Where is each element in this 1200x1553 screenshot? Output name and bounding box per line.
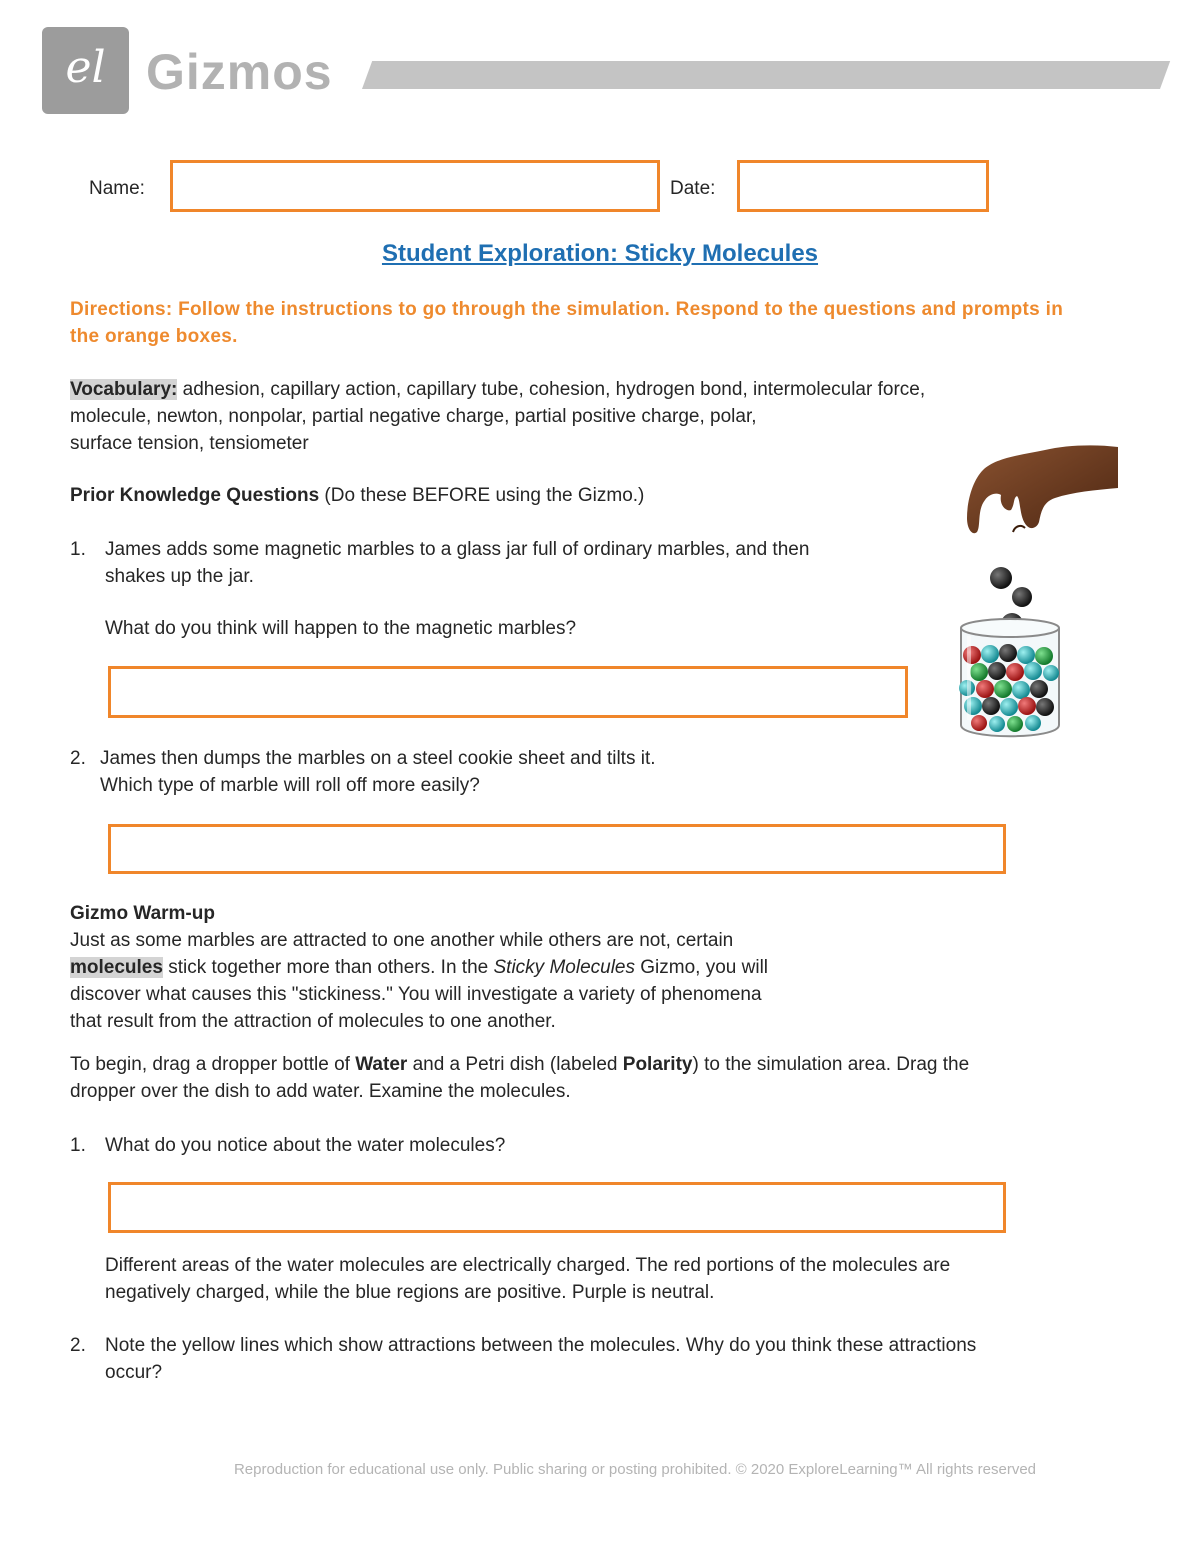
hand-icon <box>967 445 1118 533</box>
pk-q1-question: What do you think will happen to the magnetic marbles? <box>105 618 577 639</box>
warmup-paragraph: Just as some marbles are attracted to one another while others are not, certain molecules stick together more than others. In the Sticky Molecules Gizmo, you will discover what causes this "stickiness." You will investigate a variety of phenomena that result from the attraction of molecules to one another. <box>70 930 769 1032</box>
pk-q2-text: James then dumps the marbles on a steel cookie sheet and tilts it. Which type of marble will roll off more easily? <box>100 748 656 796</box>
gizmos-brand: Gizmos <box>146 44 333 100</box>
pk-q2-number: 2. <box>70 748 86 769</box>
page-title: Student Exploration: Sticky Molecules <box>381 240 819 267</box>
name-field[interactable] <box>170 160 660 212</box>
pk-q1-text: James adds some magnetic marbles to a glass jar full of ordinary marbles, and then shakes up the jar. <box>105 539 810 587</box>
warmup-q1-number: 1. <box>70 1135 86 1156</box>
warmup-instructions: To begin, drag a dropper bottle of Water and a Petri dish (labeled Polarity) to the simulation area. Drag the dropper over the dish to add water. Examine the molecules. <box>70 1054 970 1102</box>
warmup-q2-number: 2. <box>70 1335 86 1356</box>
pk-q2-answer-box[interactable] <box>108 824 1006 874</box>
marbles-jar-illustration <box>955 440 1125 745</box>
vocabulary-block: Vocabulary: adhesion, capillary action, capillary tube, cohesion, hydrogen bond, intermolecular force, molecule, newton, nonpolar, partial negative charge, partial positive charge, polar, surface tension, tensiometer <box>70 379 926 454</box>
explorelearning-logo <box>42 27 129 114</box>
logo-glyph: el <box>65 42 106 93</box>
footer-copyright: Reproduction for educational use only. Public sharing or posting prohibited. © 2020 ExploreLearning™ All rights reserved <box>233 1461 1037 1478</box>
name-label: Name: <box>89 178 145 199</box>
vocabulary-label: Vocabulary: <box>70 379 178 400</box>
pk-q1-number: 1. <box>70 539 86 560</box>
date-field[interactable] <box>737 160 989 212</box>
prior-knowledge-heading: Prior Knowledge Questions (Do these BEFORE using the Gizmo.) <box>70 485 645 506</box>
warmup-heading: Gizmo Warm-up <box>70 903 215 924</box>
header-band <box>362 61 1170 89</box>
date-label: Date: <box>670 178 716 199</box>
warmup-q1-answer-box[interactable] <box>108 1182 1006 1233</box>
charge-info: Different areas of the water molecules are electrically charged. The red portions of the molecules are negatively charged, while the blue regions are positive. Purple is neutral. <box>105 1255 951 1303</box>
glass-jar <box>959 619 1059 736</box>
warmup-q1-text: What do you notice about the water molecules? <box>105 1135 506 1156</box>
molecules-highlight: molecules <box>70 957 163 978</box>
pk-q1-answer-box[interactable] <box>108 666 908 718</box>
directions: Directions: Follow the instructions to go through the simulation. Respond to the questions and prompts in the orange boxes. <box>70 299 1064 347</box>
warmup-q2-text: Note the yellow lines which show attractions between the molecules. Why do you think these attractions occur? <box>105 1335 977 1383</box>
